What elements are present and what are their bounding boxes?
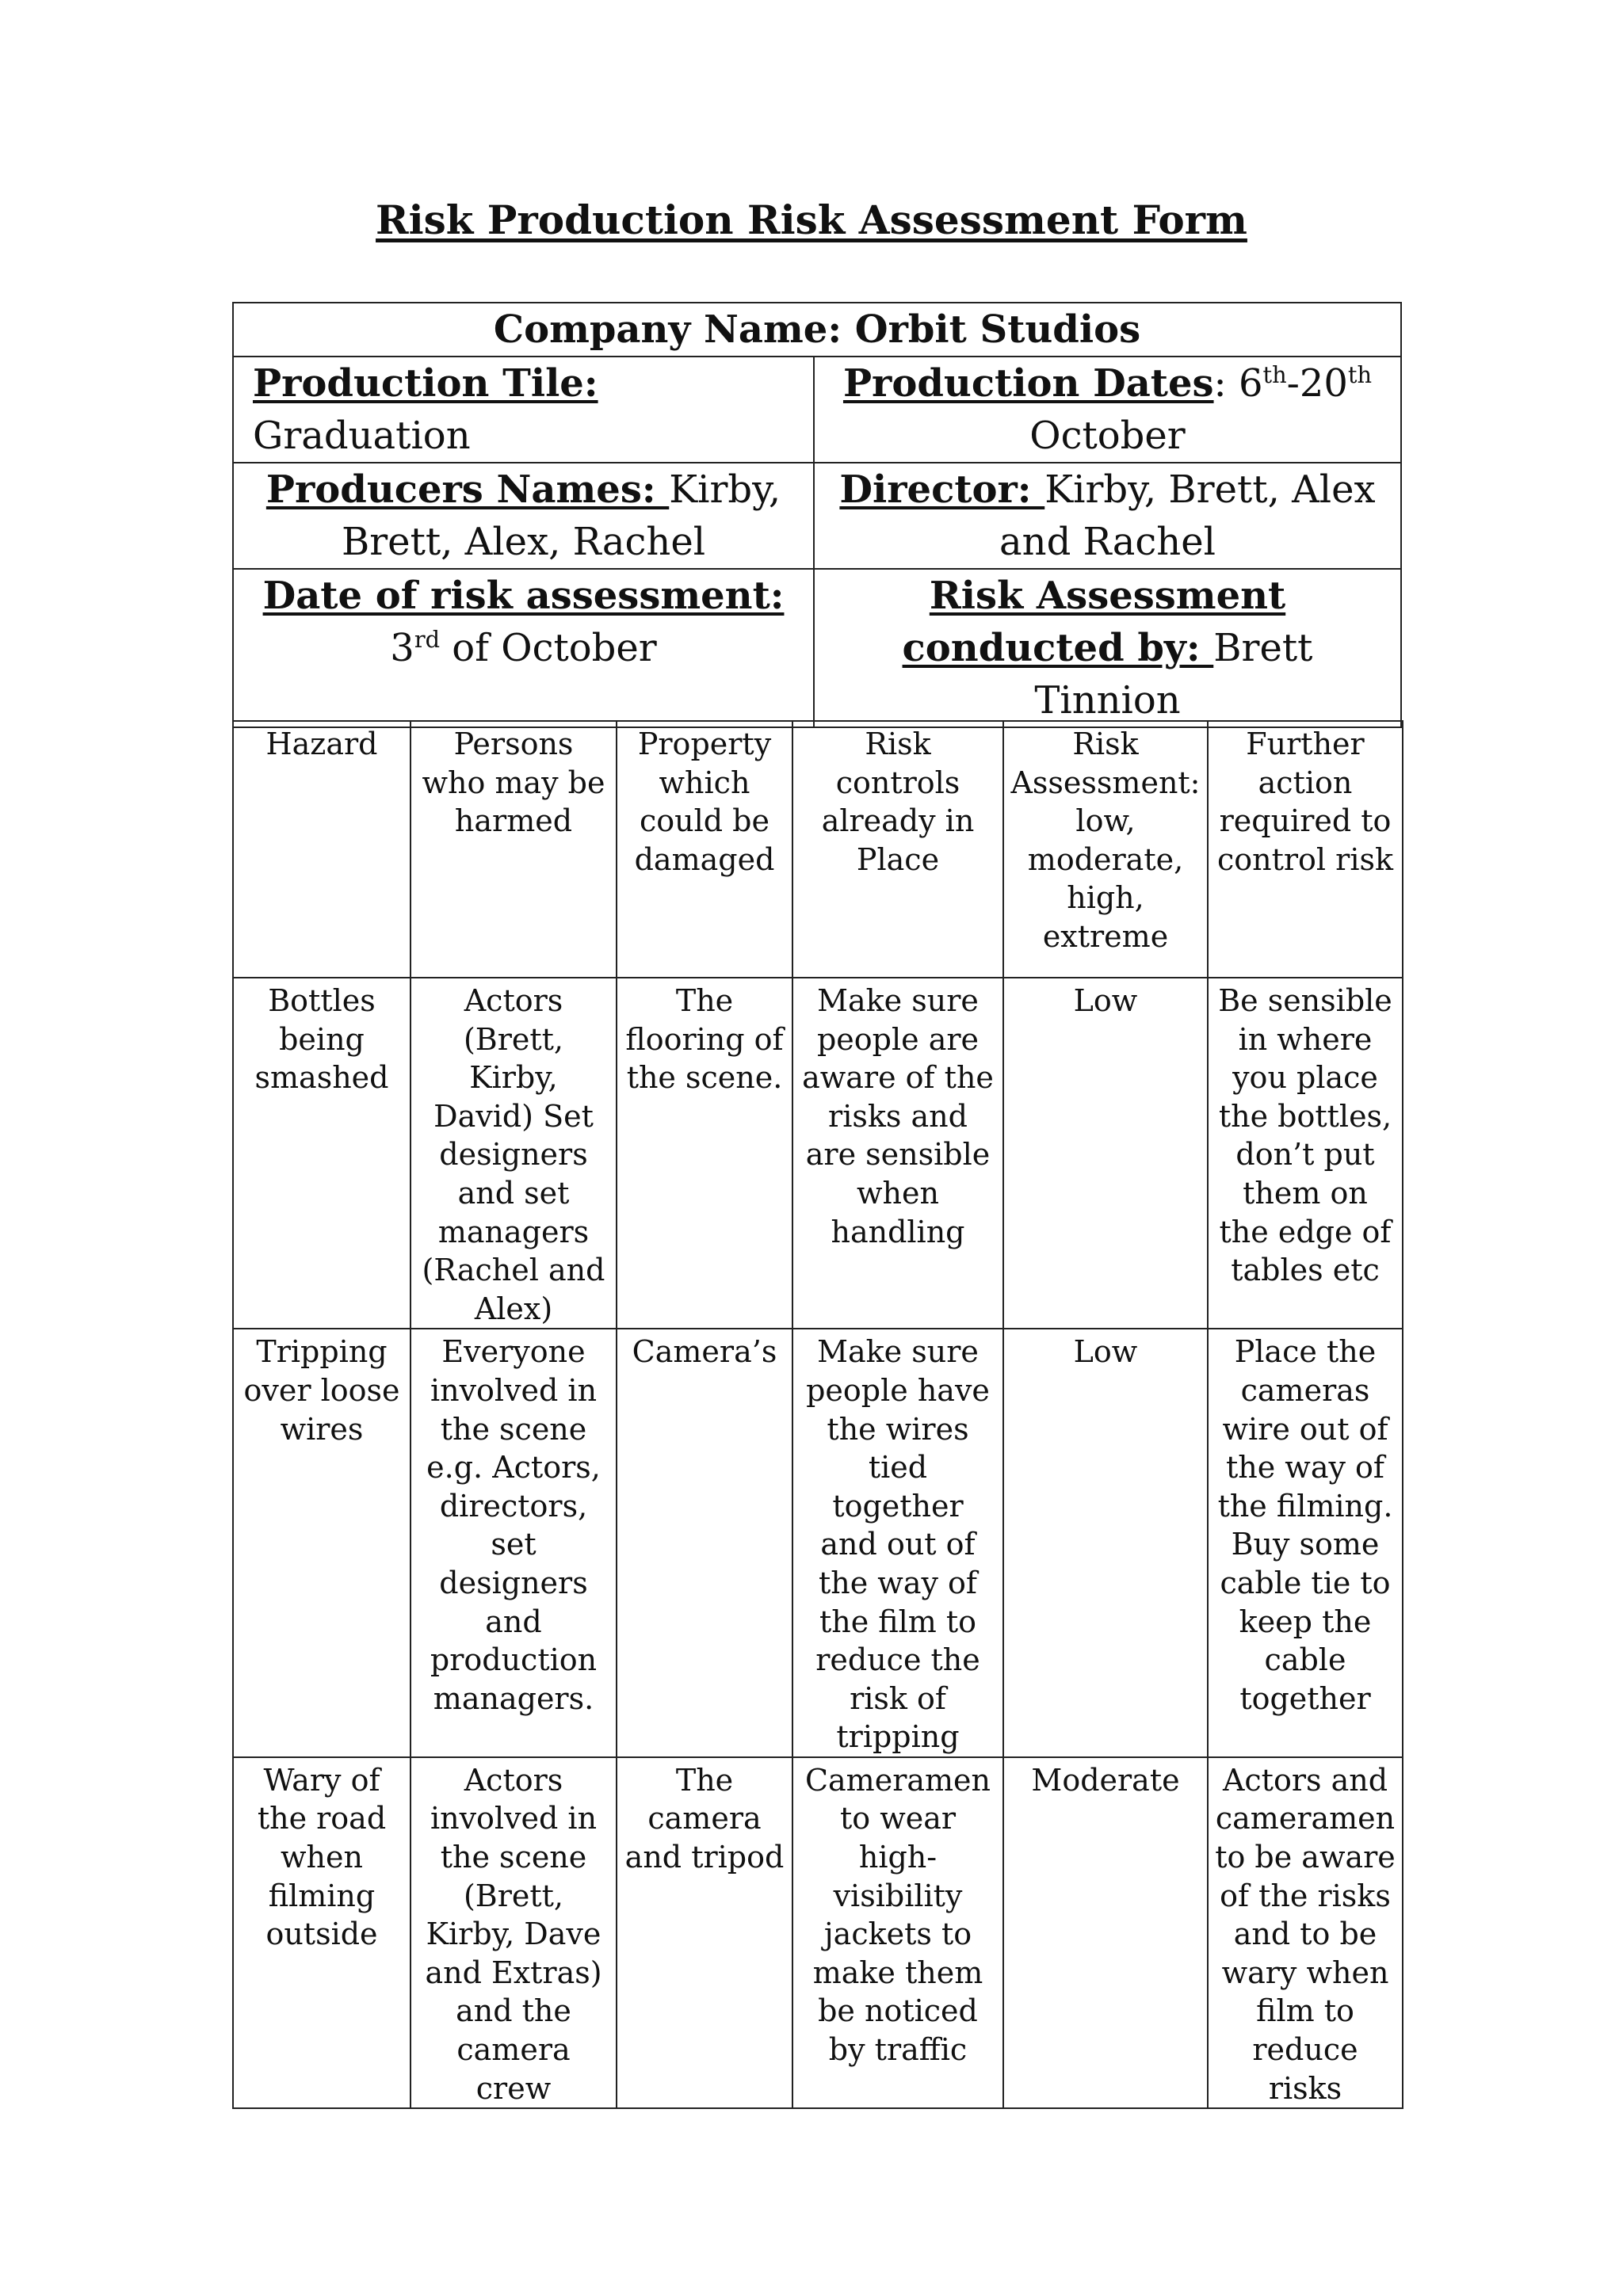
cell-hazard: Tripping over loose wires — [233, 1329, 411, 1757]
cell-further-action: Be sensible in where you place the bottles, don’t put them on the edge of tables etc — [1208, 978, 1403, 1329]
producers-label: Producers Names: — [265, 467, 670, 512]
table-header-row — [233, 721, 1403, 978]
assessment-date-day: 3 — [390, 626, 414, 670]
cell-controls: Make sure people are aware of the risks and are sensible when handling — [792, 978, 1003, 1329]
cell-property: Camera’s — [617, 1329, 792, 1757]
header-further-action: Further action required to control risk — [1208, 721, 1403, 978]
table-row — [233, 978, 1403, 1329]
cell-persons: Actors (Brett, Kirby, David) Set designers and set managers (Rachel and Alex) — [411, 978, 617, 1329]
document-title: Risk Production Risk Assessment Form — [376, 196, 1247, 243]
production-dates-sup-start: th — [1262, 361, 1287, 388]
production-title-label: Production Tile: — [253, 361, 598, 406]
table-row — [233, 1329, 1403, 1757]
header-property: Property which could be damaged — [617, 721, 792, 978]
director-value: Kirby, Brett, Alex and Rachel — [999, 467, 1376, 564]
cell-further-action: Place the cameras wire out of the way of the filming. Buy some cable tie to keep the cable together — [1208, 1329, 1403, 1757]
cell-assessment: Low — [1003, 978, 1208, 1329]
producers-value: Kirby, Brett, Alex, Rachel — [341, 467, 781, 564]
assessment-date-cell — [233, 569, 814, 727]
conducted-by-cell — [814, 569, 1401, 727]
cell-assessment: Low — [1003, 1329, 1208, 1757]
producers-cell — [233, 463, 814, 569]
cell-persons: Everyone involved in the scene e.g. Actors, directors, set designers and production managers. — [411, 1329, 617, 1757]
cell-hazard: Wary of the road when filming outside — [233, 1757, 411, 2108]
company-name: Company Name: Orbit Studios — [233, 303, 1401, 357]
production-dates-month: October — [1029, 414, 1186, 458]
header-persons: Persons who may be harmed — [411, 721, 617, 978]
cell-hazard: Bottles being smashed — [233, 978, 411, 1329]
cell-further-action: Actors and cameramen to be aware of the risks and to be wary when film to reduce risks — [1208, 1757, 1403, 2108]
production-dates-start: : 6 — [1213, 361, 1263, 406]
director-label: Director: — [839, 467, 1045, 512]
production-dates-cell — [814, 357, 1401, 463]
production-dates-label: Production Dates — [842, 361, 1214, 406]
production-title-value: Graduation — [253, 414, 471, 458]
assessment-date-label: Date of risk assessment: — [262, 574, 785, 618]
table-row — [233, 1757, 1403, 2108]
conducted-by-label-2: conducted by: — [902, 626, 1214, 670]
header-hazard: Hazard — [233, 721, 411, 978]
cell-property: The camera and tripod — [617, 1757, 792, 2108]
cell-property: The flooring of the scene. — [617, 978, 792, 1329]
assessment-date-sup: rd — [414, 626, 441, 653]
assessment-date-month: of October — [440, 626, 657, 670]
production-info-table — [232, 302, 1402, 728]
header-controls: Risk controls already in Place — [792, 721, 1003, 978]
director-cell — [814, 463, 1401, 569]
conducted-by-value: Brett Tinnion — [1034, 626, 1313, 723]
cell-assessment: Moderate — [1003, 1757, 1208, 2108]
cell-controls: Make sure people have the wires tied together and out of the way of the film to reduce the risk of tripping — [792, 1329, 1003, 1757]
production-dates-sup-end: th — [1347, 361, 1373, 388]
header-assessment: Risk Assessment: low, moderate, high, extreme — [1003, 721, 1208, 978]
cell-persons: Actors involved in the scene (Brett, Kirby, Dave and Extras) and the camera crew — [411, 1757, 617, 2108]
risk-assessment-table — [232, 720, 1403, 2109]
production-title-cell — [233, 357, 814, 463]
cell-controls: Cameramen to wear high-visibility jackets to make them be noticed by traffic — [792, 1757, 1003, 2108]
conducted-by-label-1: Risk Assessment — [929, 574, 1286, 618]
production-dates-end: -20 — [1286, 361, 1348, 406]
